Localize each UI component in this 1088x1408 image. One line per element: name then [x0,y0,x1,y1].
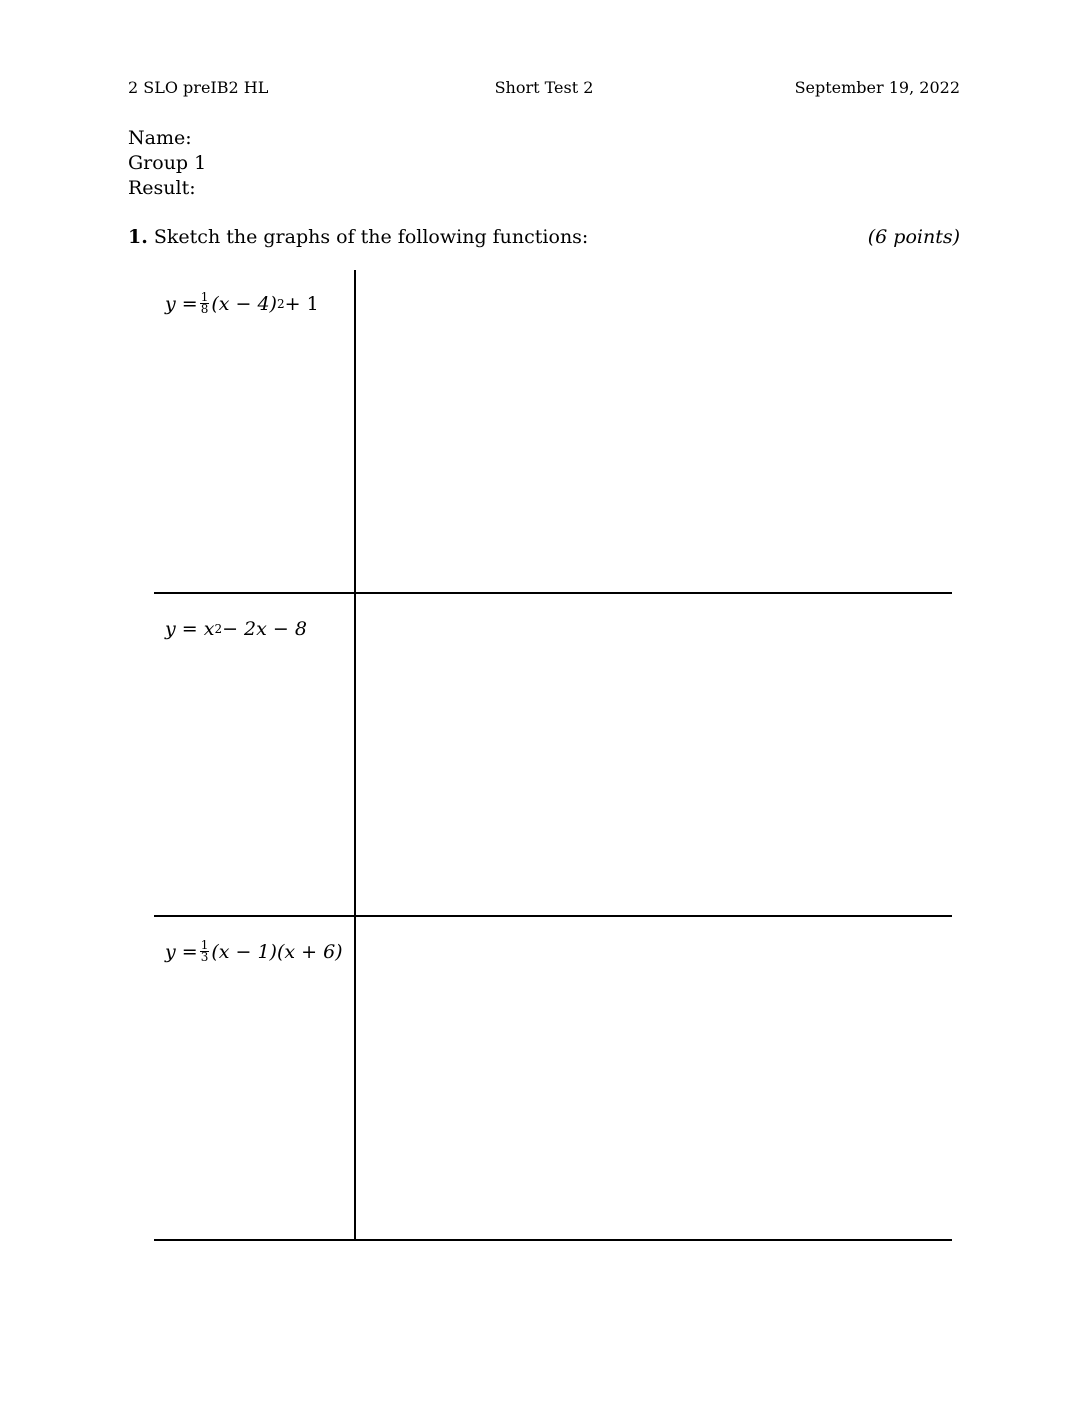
question-text: Sketch the graphs of the following functions: [153,226,589,248]
function-1-denominator: 8 [200,302,209,316]
function-3-lhs: y = [165,940,198,963]
question-number: 1. [128,226,148,248]
grid-row-divider-2 [154,915,952,917]
function-1-numerator: 1 [200,290,209,304]
test-title: Short Test 2 [494,78,594,97]
function-2-lhs: y = x [165,618,215,640]
course-label: 2 SLO preIB2 HL [128,78,269,97]
function-3 [165,940,343,963]
question-1 [128,226,960,248]
group-label: Group 1 [128,152,207,174]
function-2-exponent: 2 [214,622,223,636]
question-points: (6 points) [867,226,960,248]
function-3-factors: (x − 1)(x + 6) [211,940,343,963]
function-1-factor: (x − 4) [211,292,277,315]
function-1 [165,292,319,315]
function-1-constant: + 1 [284,292,319,315]
grid-row-divider-1 [154,592,952,594]
student-info [128,126,206,201]
grid-vertical-divider [354,270,356,1240]
function-3-fraction [200,940,210,963]
function-2-rest: − 2x − 8 [222,618,307,640]
result-label: Result: [128,177,196,199]
name-label: Name: [128,127,192,149]
function-2 [165,618,307,640]
function-1-lhs: y = [165,292,198,315]
function-3-numerator: 1 [200,938,209,952]
function-1-exponent: 2 [276,296,285,311]
function-3-denominator: 3 [200,950,209,964]
function-1-fraction [200,292,210,315]
test-date: September 19, 2022 [794,78,960,97]
grid-bottom-line [154,1239,952,1241]
